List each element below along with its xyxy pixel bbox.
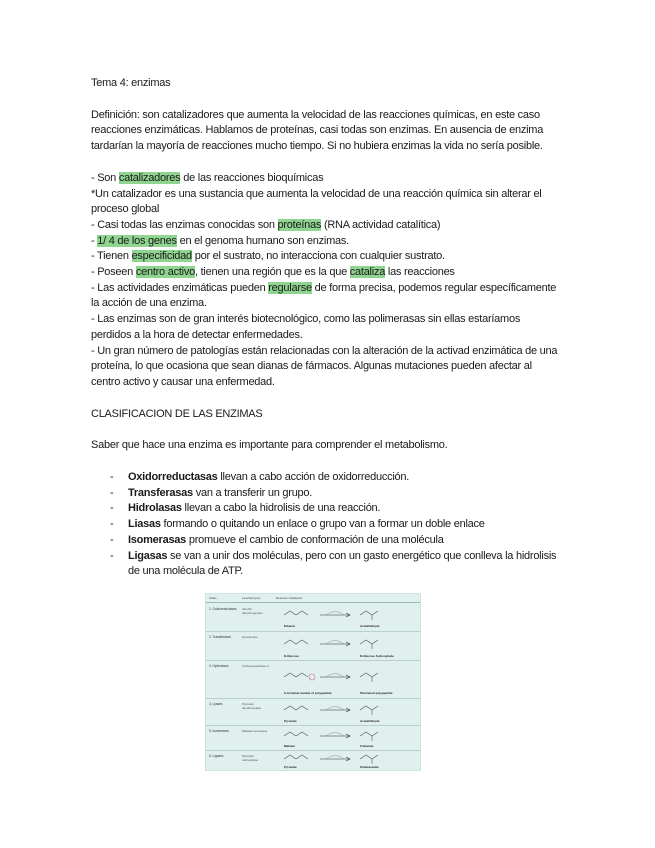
highlight: catalizadores (118, 171, 181, 184)
substrate-label: Pyruvate (284, 765, 297, 769)
reaction-arrow-icon (320, 708, 350, 712)
product-structure (360, 732, 378, 741)
property-line: - Casi todas las enzimas conocidas son proteínas (RNA actividad catalítica) (91, 218, 441, 231)
substrate-label: D-Glucose (284, 654, 300, 658)
figure-class-name: 3. Hydrolases (209, 664, 229, 668)
highlight: centro activo (135, 266, 195, 279)
highlight: 1/ 4 de los genes (97, 234, 177, 247)
list-item: - Isomerasas promueve el cambio de conformación de una molécula (110, 533, 444, 546)
figure-enzyme-name: Carboxypeptidase A (242, 664, 269, 668)
product-label: Acetaldehyde (360, 719, 380, 723)
list-item: - Hidrolasas llevan a cabo la hidrolisis de una reacción. (110, 502, 381, 515)
product-label: Oxaloacetate (360, 765, 379, 769)
intro-paragraph: Saber que hace una enzima es importante para comprender el metabolismo. (91, 439, 448, 452)
reaction-scheme (276, 726, 416, 750)
figure-enzyme-name: Maleate isomerase (242, 729, 268, 733)
product-structure (360, 706, 378, 715)
substrate-structure (284, 706, 308, 710)
property-line: - Un gran número de patologías están relacionadas con la alteración de la activad enzimática de una proteína, lo que ocasiona que sean dianas de fármacos. Algunas mutaciones pueden afectar al centro activo y causar una enfermedad. (91, 344, 558, 388)
figure-enzyme-name: Pyruvate carboxylase (242, 754, 259, 762)
figure-row (206, 750, 420, 771)
product-label: Fumarate (360, 744, 374, 748)
figure-enzyme-name: Hexokinase (242, 635, 258, 639)
enzyme-classes-list (91, 470, 561, 580)
figure-class-name: 5. Isomerases (209, 729, 230, 733)
substrate-structure (284, 673, 308, 677)
substrate-label: Ethanol (284, 624, 295, 628)
document-title: Tema 4: enzimas (91, 77, 171, 89)
product-structure (360, 673, 378, 682)
figure-class-name: 4. Lyases (209, 702, 223, 706)
properties-list (91, 171, 561, 391)
cofactor-arc (326, 674, 344, 678)
substrate-label: Pyruvate (284, 719, 297, 723)
document-page (91, 76, 561, 580)
property-line: - Tienen especificidad por el sustrato, no interacciona con cualquier sustrato. (91, 250, 445, 263)
figure-row (206, 725, 420, 750)
figure-row (206, 604, 420, 630)
reaction-scheme (276, 751, 416, 771)
highlight: cataliza (349, 266, 386, 279)
reaction-arrow-icon (320, 675, 350, 679)
property-line: - Las enzimas son de gran interés biotecnológico, como las polimerasas sin ellas estaríamos perdidos a la hora de detectar enfermedades. (91, 313, 521, 341)
substrate-label: Maleate (284, 744, 296, 748)
substrate-structure (284, 611, 308, 615)
cofactor-arc (326, 641, 344, 645)
property-line: *Un catalizador es una sustancia que aumenta la velocidad de una reacción química sin alterar el proceso global (91, 187, 542, 216)
property-line: - Poseen centro activo, tienen una región que es la que cataliza las reacciones (91, 266, 455, 279)
list-item: - Oxidorreductasas llevan a cabo acción de oxidorreducción. (110, 471, 410, 484)
figure-enzyme-name: Pyruvate decarboxylase (242, 702, 262, 710)
product-label: Acetaldehyde (360, 624, 380, 628)
figure-row (206, 631, 420, 660)
substrate-structure (284, 732, 308, 736)
cofactor-arc (326, 612, 344, 616)
reaction-scheme (276, 699, 416, 725)
reaction-scheme (276, 604, 416, 630)
substrate-structure (284, 755, 308, 759)
figure-header: Class Lead Enzyme Reaction Catalyzed (206, 594, 420, 603)
figure-row (206, 660, 420, 697)
reaction-arrow-icon (320, 734, 350, 738)
reaction-arrow-icon (320, 642, 350, 646)
product-label: D-Glucose 6-phosphate (360, 654, 394, 658)
figure-class-name: 2. Transferases (209, 635, 231, 639)
definition-paragraph: Definición: son catalizadores que aumenta la velocidad de las reacciones químicas, en este caso reacciones enzimáticas. Hablamos de proteínas, casi todas son enzimas. En ausencia de enzima tardarían la mayoría de reacciones mucho tiempo. Si no hubiera enzimas la vida no sería posible. (91, 108, 544, 153)
property-line: - Son catalizadores de las reacciones bioquímicas (91, 171, 324, 184)
bond-marker (309, 674, 315, 680)
highlight: regularse (268, 281, 312, 294)
substrate-label: C-terminal residue of polypeptide (284, 691, 332, 695)
substrate-structure (284, 640, 308, 644)
list-item: - Ligasas se van a unir dos moléculas, pero con un gasto energético que conlleva la hidrolisis de una molécula de ATP. (110, 549, 557, 578)
product-structure (360, 755, 378, 764)
figure-class-name: 6. Ligases (209, 754, 224, 758)
reaction-arrow-icon (320, 613, 350, 617)
product-label: Shortened polypeptide (360, 691, 393, 695)
reaction-arrow-icon (320, 757, 350, 761)
list-item: - Liasas formando o quitando un enlace o grupo van a formar un doble enlace (110, 518, 485, 531)
highlight: proteínas (277, 218, 322, 231)
enzyme-classes-figure (205, 593, 421, 771)
property-line: - Las actividades enzimáticas pueden regularse de forma precisa, podemos regular específicamente la acción de una enzima. (91, 281, 557, 310)
section-title: CLASIFICACION DE LAS ENZIMAS (91, 407, 263, 420)
list-item: - Transferasas van a transferir un grupo. (110, 486, 313, 499)
product-structure (360, 640, 378, 649)
figure-enzyme-name: Alcohol dehydrogenase (242, 607, 263, 615)
property-line: - 1/ 4 de los genes en el genoma humano son enzimas. (91, 234, 349, 247)
product-structure (360, 611, 378, 620)
figure-class-name: 1. Oxidoreductases (209, 607, 237, 611)
highlight: especificidad (131, 250, 192, 263)
cofactor-arc (326, 756, 344, 760)
cofactor-arc (326, 707, 344, 711)
cofactor-arc (326, 733, 344, 737)
figure-row (206, 698, 420, 725)
